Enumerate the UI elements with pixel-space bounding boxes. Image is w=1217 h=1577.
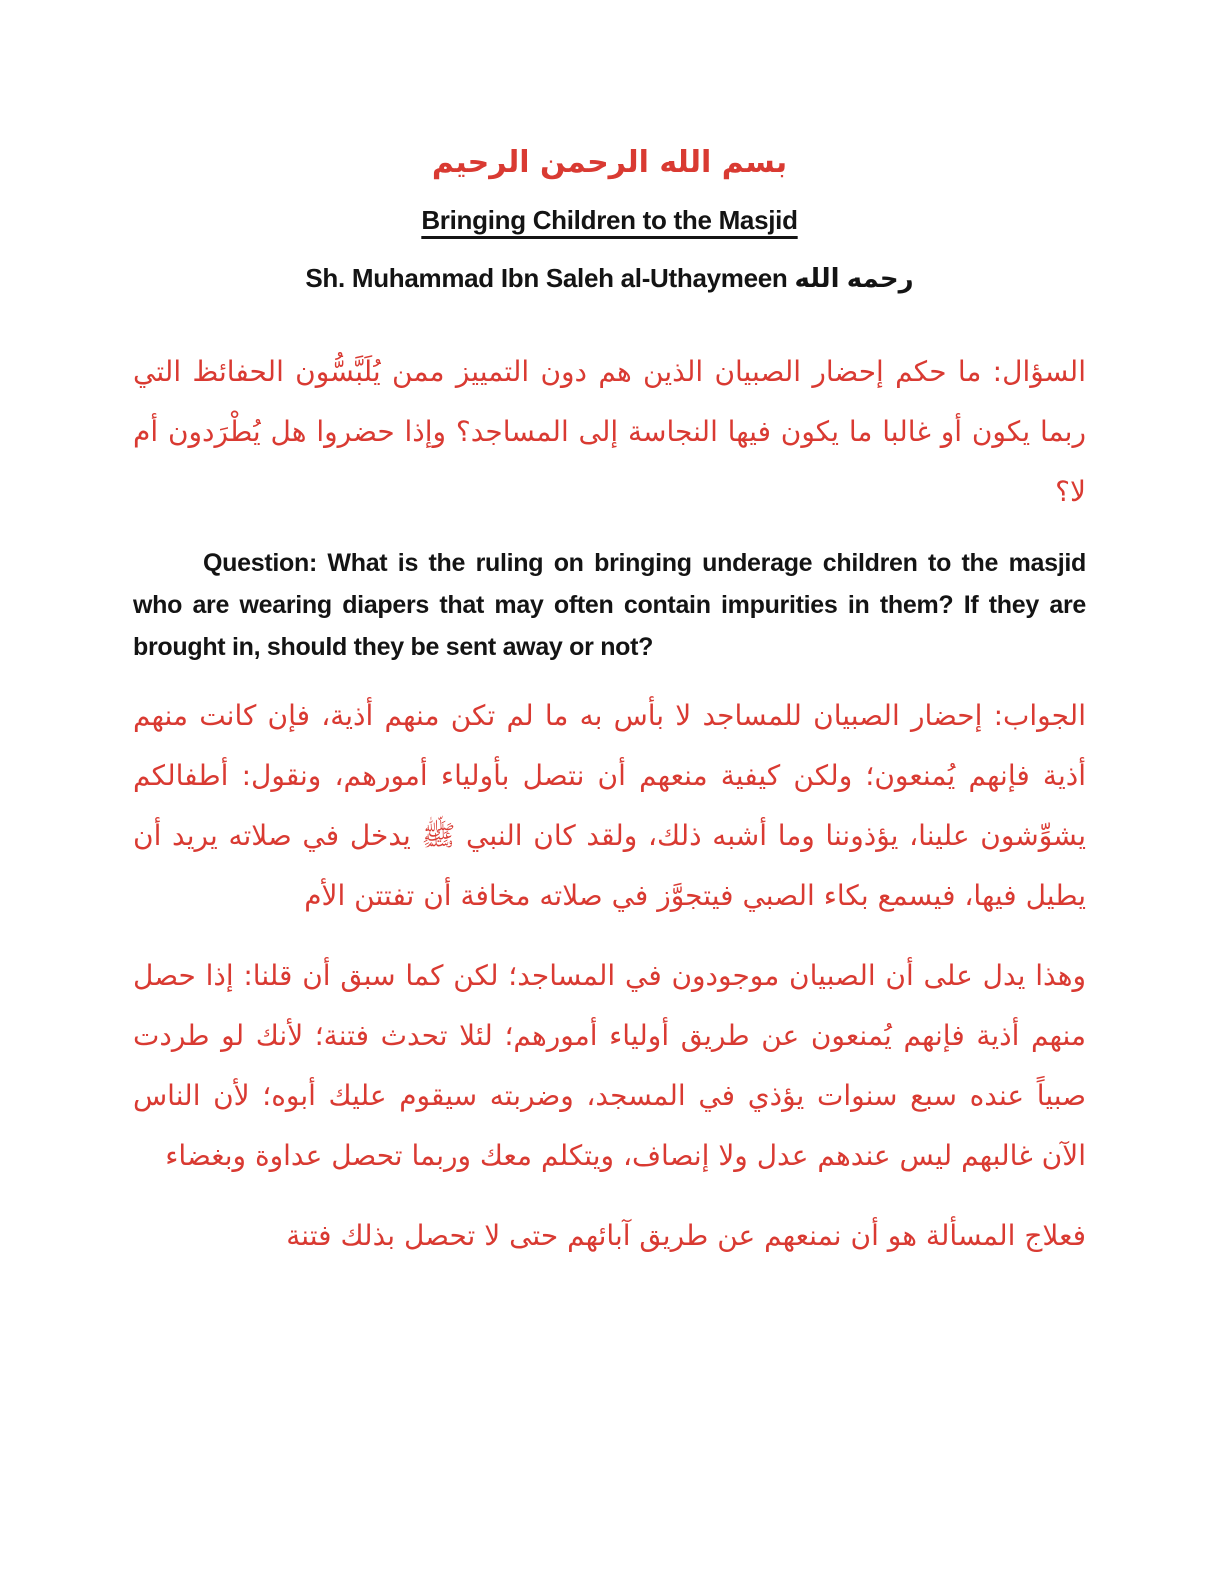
answer-arabic-paragraph-3: فعلاج المسألة هو أن نمنعهم عن طريق آبائهم حتى لا تحصل بذلك فتنة <box>286 1218 1086 1252</box>
question-english: Question: What is the ruling on bringing underage children to the masjid who are wearing diapers that may often contain impurities in them? If they are brought in, should they be sent away or not? <box>133 548 1086 661</box>
author-line: Sh. Muhammad Ibn Saleh al-Uthaymeen رحمه الله <box>305 262 914 293</box>
basmala-heading: بسم الله الرحمن الرحيم <box>431 145 788 180</box>
answer-arabic-paragraph-2: وهذا يدل على أن الصبيان موجودون في المساجد؛ لكن كما سبق أن قلنا: إذا حصل منهم أذية فإنهم يُمنعون عن طريق أولياء أمورهم؛ لئلا تحدث فتنة؛ لأنك لو طردت صبياً عنده سبع سنوات يؤذي في المسجد، وضربته سيقوم عليك أبوه؛ لأن الناس الآن غالبهم ليس عندهم عدل ولا إنصاف، ويتكلم معك وربما تحصل عداوة وبغضاء <box>133 958 1086 1172</box>
answer-arabic-paragraph-1: الجواب: إحضار الصبيان للمساجد لا بأس به ما لم تكن منهم أذية، فإن كانت منهم أذية فإنهم يُمنعون؛ ولكن كيفية منعهم أن نتصل بأولياء أمورهم، ونقول: أطفالكم يشوِّشون علينا، يؤذوننا وما أشبه ذلك، ولقد كان النبي ﷺ يدخل في صلاته يريد أن يطيل فيها، فيسمع بكاء الصبي فيتجوَّز في صلاته مخافة أن تفتتن الأم <box>133 698 1086 912</box>
document-title-text: Bringing Children to the Masjid <box>421 205 798 235</box>
question-arabic: السؤال: ما حكم إحضار الصبيان الذين هم دون التمييز ممن يُلَبَّسُّون الحفائظ التي ربما يكون أو غالبا ما يكون فيها النجاسة إلى المساجد؟ وإذا حضروا هل يُطْرَدون أم لا؟ <box>133 354 1086 508</box>
document-title <box>133 204 1086 238</box>
